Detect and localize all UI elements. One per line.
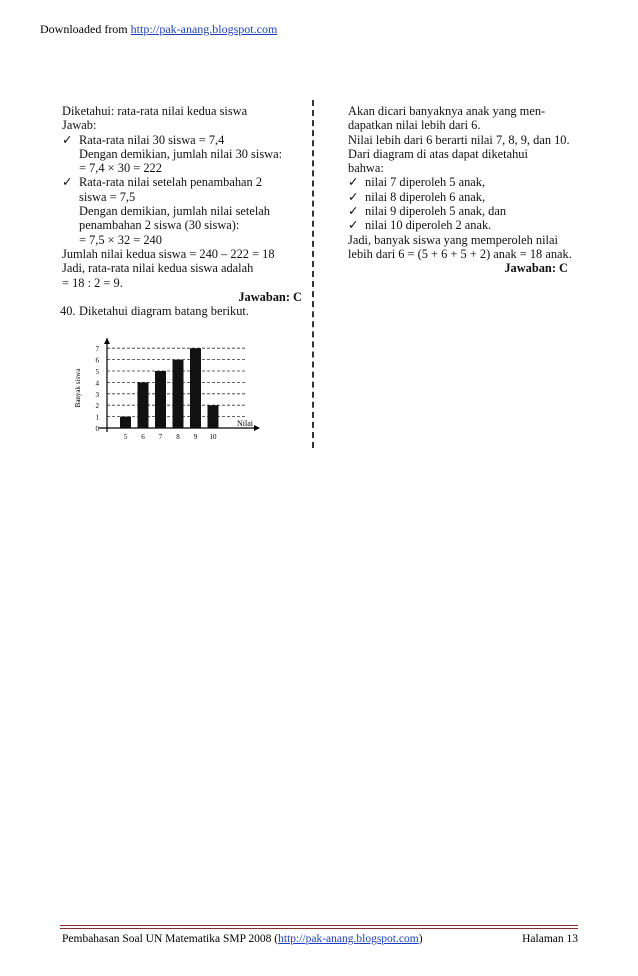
bar xyxy=(190,348,201,428)
footer-rule xyxy=(60,928,578,929)
text-line: Nilai lebih dari 6 berarti nilai 7, 8, 9, dan 10. xyxy=(348,132,570,147)
checkmark-icon: ✓ xyxy=(62,175,73,190)
x-axis-label: Nilai xyxy=(237,419,253,428)
text-line: Jadi, banyak siswa yang memperoleh nilai xyxy=(348,232,558,247)
text-line: Dengan demikian, jumlah nilai setelah xyxy=(79,204,270,219)
footer-prefix: Pembahasan Soal UN Matematika SMP 2008 ( xyxy=(62,933,279,945)
header-prefix: Downloaded from xyxy=(40,22,131,36)
footer-link[interactable]: http://pak-anang.blogspot.com xyxy=(278,933,419,945)
answer-label: Jawaban: C xyxy=(238,289,302,304)
text-line: Akan dicari banyaknya anak yang men- xyxy=(348,104,546,118)
text-line: Jawab: xyxy=(62,118,97,133)
text-line: nilai 7 diperoleh 5 anak, xyxy=(365,175,486,190)
text-line: = 18 : 2 = 9. xyxy=(62,275,123,290)
footer-rule xyxy=(60,925,578,926)
question-number: 40. xyxy=(60,304,76,319)
bar xyxy=(138,382,149,428)
text-line: Diketahui: rata-rata nilai kedua siswa xyxy=(62,104,248,118)
text-line: penambahan 2 siswa (30 siswa): xyxy=(79,218,240,233)
column-divider xyxy=(312,100,314,448)
text-line: = 7,5 × 32 = 240 xyxy=(79,232,162,247)
page-number: Halaman 13 xyxy=(522,933,578,945)
text-line: bahwa: xyxy=(348,161,384,176)
bullet-line xyxy=(62,133,302,147)
bar xyxy=(155,371,166,428)
y-tick-label: 1 xyxy=(95,413,99,422)
question-text: Diketahui diagram batang berikut. xyxy=(79,304,249,319)
checkmark-icon: ✓ xyxy=(62,132,73,147)
y-axis-label: Banyak siswa xyxy=(74,368,82,408)
bullet-line xyxy=(348,204,568,218)
x-tick-label: 6 xyxy=(141,433,145,441)
bar xyxy=(208,405,219,428)
text-line: nilai 8 diperoleh 6 anak, xyxy=(365,189,486,204)
checkmark-icon: ✓ xyxy=(348,189,359,204)
left-column xyxy=(62,104,302,318)
text-line: Jadi, rata-rata nilai kedua siswa adalah xyxy=(62,261,254,276)
text-line: = 7,4 × 30 = 222 xyxy=(79,161,162,176)
x-tick-label: 9 xyxy=(193,433,198,441)
bar-chart xyxy=(72,338,272,443)
y-tick-label: 4 xyxy=(95,379,99,388)
text-line: Rata-rata nilai setelah penambahan 2 xyxy=(79,175,263,190)
y-tick-label: 3 xyxy=(95,390,99,399)
x-tick-label: 5 xyxy=(123,433,128,441)
text-line: nilai 10 diperoleh 2 anak. xyxy=(365,218,492,233)
footer-suffix: ) xyxy=(418,933,423,945)
bullet-line xyxy=(348,218,568,232)
bar xyxy=(120,417,131,428)
text-line: Dari diagram di atas dapat diketahui xyxy=(348,146,528,161)
text-line: Dengan demikian, jumlah nilai 30 siswa: xyxy=(79,146,283,161)
x-tick-label: 7 xyxy=(158,433,163,441)
checkmark-icon: ✓ xyxy=(348,218,359,233)
checkmark-icon: ✓ xyxy=(348,204,359,219)
page-footer xyxy=(62,933,578,945)
text-line: Rata-rata nilai 30 siswa = 7,4 xyxy=(79,132,225,147)
text-line: Jumlah nilai kedua siswa = 240 – 222 = 18 xyxy=(62,246,275,261)
y-tick-label: 6 xyxy=(95,356,99,365)
x-tick-label: 8 xyxy=(176,433,180,441)
right-column xyxy=(348,104,572,276)
y-tick-label: 0 xyxy=(95,425,99,433)
y-axis-arrow xyxy=(104,338,110,344)
text-line: nilai 9 diperoleh 5 anak, dan xyxy=(365,204,507,219)
text-line: lebih dari 6 = (5 + 6 + 5 + 2) anak = 18 anak. xyxy=(348,246,572,261)
checkmark-icon: ✓ xyxy=(348,175,359,190)
y-tick-label: 2 xyxy=(95,402,99,411)
bullet-line xyxy=(348,190,568,204)
download-header xyxy=(40,22,277,37)
text-line: dapatkan nilai lebih dari 6. xyxy=(348,118,481,133)
x-tick-label: 10 xyxy=(209,433,217,441)
bullet-line xyxy=(348,175,568,189)
bar xyxy=(173,360,184,428)
bullet-line xyxy=(62,175,302,189)
y-tick-label: 5 xyxy=(95,368,99,376)
answer-label: Jawaban: C xyxy=(504,261,568,276)
x-axis-arrow xyxy=(254,425,260,431)
header-link[interactable]: http://pak-anang.blogspot.com xyxy=(130,22,278,36)
text-line: siswa = 7,5 xyxy=(79,189,136,204)
y-tick-label: 7 xyxy=(95,345,99,354)
question-line xyxy=(62,304,302,318)
